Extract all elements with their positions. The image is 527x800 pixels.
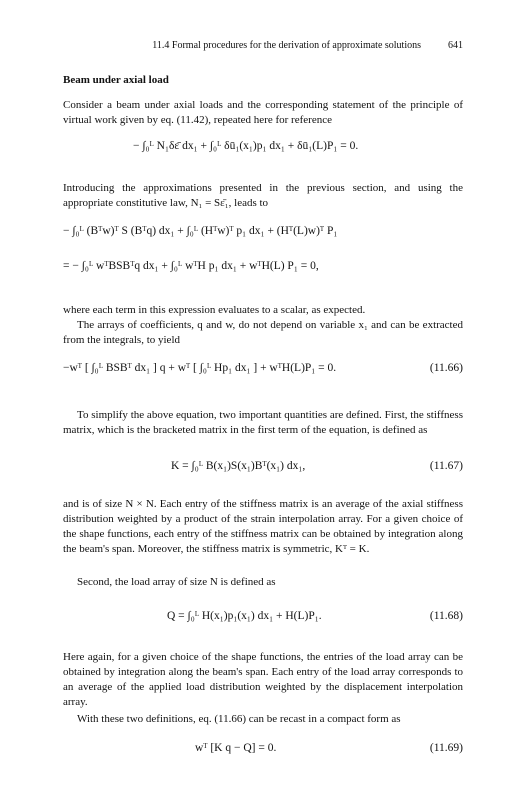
equation-expanded-line2-body: = − ∫₀ᴸ wᵀBSBᵀq dx₁ + ∫₀ᴸ wᵀH p₁ dx₁ + wᵀH(L) P₁ = 0, <box>63 260 319 272</box>
equation-11-68-body: Q = ∫₀ᴸ H(x₁)p₁(x₁) dx₁ + H(L)P₁. <box>167 610 322 622</box>
paragraph-scalar <box>63 303 463 318</box>
equation-number-11-67: (11.67) <box>429 460 463 472</box>
equation-11-66-body: −wᵀ [ ∫₀ᴸ BSBᵀ dx₁ ] q + wᵀ [ ∫₀ᴸ Hp₁ dx₁ ] + wᵀH(L)P₁ = 0. <box>63 362 337 374</box>
equation-11-66 <box>63 362 463 392</box>
paragraph-stiffness-definition <box>63 408 463 438</box>
paragraph-intro <box>63 98 463 128</box>
paragraph-compact-form-text: With these two definitions, eq. (11.66) can be recast in a compact form as <box>77 713 401 725</box>
paragraph-coefficients <box>63 318 463 348</box>
paragraph-load-array-intro-text: Second, the load array of size N is defined as <box>77 576 276 588</box>
page-number: 641 <box>448 40 463 51</box>
section-heading: Beam under axial load <box>63 74 169 86</box>
running-header-section: 11.4 Formal procedures for the derivation of approximate solutions <box>152 40 421 51</box>
paragraph-scalar-text: where each term in this expression evaluates to a scalar, as expected. <box>63 304 366 316</box>
paragraph-load-array-text: Here again, for a given choice of the shape functions, the entries of the load array can be obtained by integration along the beam's span. Each entry of the load array corresponds to an average of the applied load distribution weighted by the displacement interpolation array. <box>63 651 463 708</box>
equation-virtual-work <box>63 140 463 166</box>
equation-11-68 <box>63 610 463 638</box>
paragraph-load-array-intro <box>63 575 463 590</box>
paragraph-approximations-text: Introducing the approximations presented in the previous section, and using the appropriate constitutive law, N₁ = Sε̄₁, leads to <box>63 182 463 209</box>
equation-11-69 <box>63 742 463 766</box>
equation-11-67-body: K = ∫₀ᴸ B(x₁)S(x₁)Bᵀ(x₁) dx₁, <box>171 460 306 472</box>
equation-11-69-body: wᵀ [K q − Q] = 0. <box>195 742 277 754</box>
equation-expanded-line1 <box>63 225 463 249</box>
paragraph-coefficients-text: The arrays of coefficients, q and w, do not depend on variable x₁ and can be extracted from the integrals, to yield <box>63 319 463 346</box>
paragraph-approximations <box>63 181 463 211</box>
paragraph-stiffness-properties <box>63 497 463 557</box>
equation-expanded-line1-body: − ∫₀ᴸ (Bᵀw)ᵀ S (Bᵀq) dx₁ + ∫₀ᴸ (Hᵀw)ᵀ p₁ dx₁ + (Hᵀ(L)w)ᵀ P₁ <box>63 225 338 237</box>
paragraph-stiffness-definition-text: To simplify the above equation, two important quantities are defined. First, the stiffness matrix, which is the bracketed matrix in the first term of the equation, is defined as <box>63 409 463 436</box>
equation-number-11-66: (11.66) <box>429 362 463 374</box>
paragraph-stiffness-properties-text: and is of size N × N. Each entry of the stiffness matrix is an average of the axial stiffness distribution weighted by a product of the strain interpolation array. For a given choice of the shape functions, each entry of the stiffness matrix can be obtained by integration along the beam's span. Moreover, the stiffness matrix is symmetric, Kᵀ = K. <box>63 498 463 555</box>
paragraph-intro-text: Consider a beam under axial loads and the corresponding statement of the principle of virtual work given by eq. (11.42), repeated here for reference <box>63 99 463 126</box>
equation-number-11-69: (11.69) <box>429 742 463 754</box>
equation-number-11-68: (11.68) <box>429 610 463 622</box>
equation-11-67 <box>63 460 463 488</box>
equation-virtual-work-body: − ∫₀ᴸ N₁δε̄ dx₁ + ∫₀ᴸ δū₁(x₁)p₁ dx₁ + δū₁(L)P₁ = 0. <box>133 140 359 152</box>
equation-expanded-line2 <box>63 260 463 284</box>
paragraph-compact-form <box>63 712 463 727</box>
paragraph-load-array <box>63 650 463 710</box>
